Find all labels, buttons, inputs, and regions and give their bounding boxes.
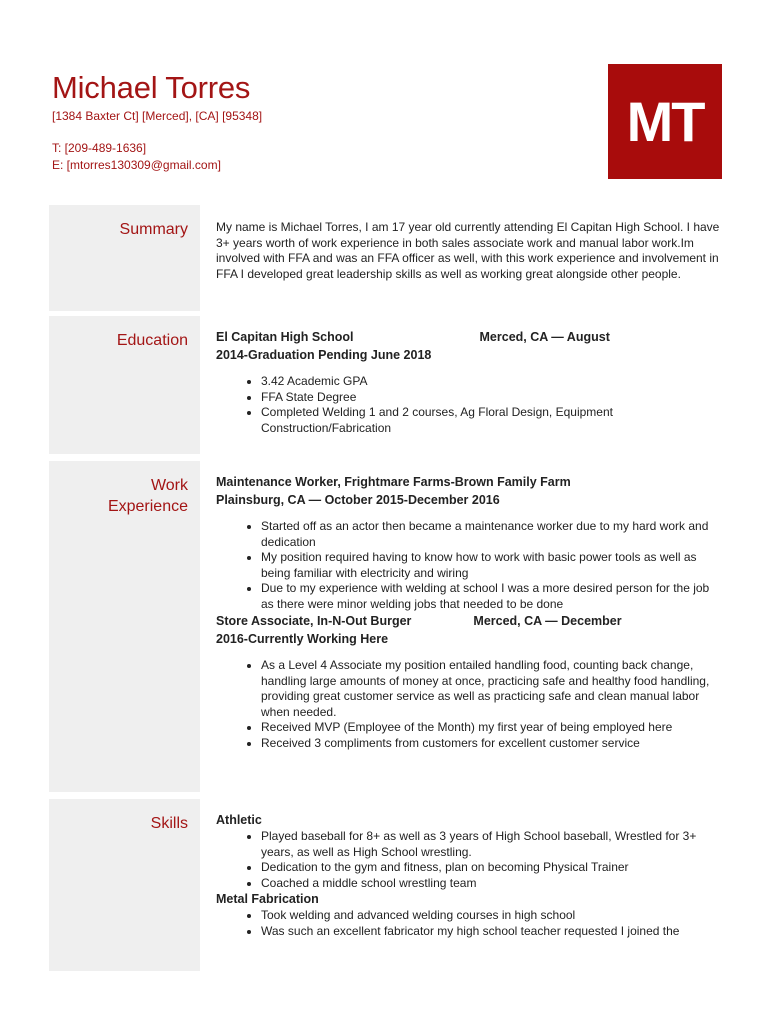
list-item: • Took welding and advanced welding courses in high school: [261, 908, 721, 924]
education-section: [49, 316, 721, 454]
phone: T: [209-489-1636]: [52, 141, 147, 155]
list-item: • Received 3 compliments from customers for excellent customer service: [261, 736, 721, 752]
skills-content: [216, 812, 721, 939]
list-item: • As a Level 4 Associate my position entailed handling food, counting back change, handling large amounts of money at once, practicing safe and healthy food handling, providing great customer service as well as practicing safe and clean manual labor when needed.: [261, 658, 721, 720]
email: E: [mtorres130309@gmail.com]: [52, 158, 221, 172]
skills-sidebar: [49, 799, 200, 971]
experience-sidebar: [49, 461, 200, 792]
education-bullets: [216, 374, 721, 436]
education-school-line: [216, 328, 721, 346]
list-item: • Due to my experience with welding at school I was a more desired person for the job as there were minor welding jobs that needed to be done: [261, 581, 721, 612]
job-title-line: [216, 612, 721, 630]
skill-bullets: [216, 908, 721, 939]
job-title: Store Associate, In-N-Out Burger: [216, 614, 412, 628]
job-location: Plainsburg, CA — October 2015-December 2016: [216, 493, 500, 507]
experience-heading: [108, 475, 188, 517]
job-bullets: [216, 519, 721, 612]
education-sidebar: [49, 316, 200, 454]
list-item: • 3.42 Academic GPA: [261, 374, 721, 390]
monogram-badge: MT: [608, 64, 722, 179]
experience-content: [216, 473, 721, 751]
summary-section: [49, 205, 721, 311]
skill-bullets: [216, 829, 721, 891]
skill-group-title: Athletic: [216, 813, 262, 827]
summary-heading: Summary: [119, 221, 188, 238]
summary-sidebar: [49, 205, 200, 311]
school-name: El Capitan High School: [216, 330, 354, 344]
education-heading: Education: [116, 332, 188, 349]
list-item: • Dedication to the gym and fitness, plan on becoming Physical Trainer: [261, 860, 721, 876]
list-item: • Started off as an actor then became a maintenance worker due to my hard work and dedication: [261, 519, 721, 550]
list-item: • Was such an excellent fabricator my high school teacher requested I joined the: [261, 924, 721, 940]
skills-section: [49, 799, 721, 971]
job-bullets: [216, 658, 721, 751]
skill-group-title: Metal Fabrication: [216, 892, 319, 906]
school-location: Merced, CA — August: [479, 330, 610, 344]
list-item: • Coached a middle school wrestling team: [261, 876, 721, 892]
experience-section: [49, 461, 721, 792]
job-dates: 2016-Currently Working Here: [216, 632, 389, 646]
address: [1384 Baxter Ct] [Merced], [CA] [95348]: [52, 109, 263, 123]
list-item: • FFA State Degree: [261, 390, 721, 406]
summary-text: My name is Michael Torres, I am 17 year old currently attending El Capitan High School. I have 3+ years worth of work experience in both sales associate work and manual labor work.Im involved with FFA and was an FFA officer as well, with this work experience and involvement in FFA I developed great leadership skills as well as working great alongside other people.: [216, 220, 720, 281]
list-item: • Received MVP (Employee of the Month) my first year of being employed here: [261, 720, 721, 736]
education-content: [216, 328, 721, 436]
experience-heading-line1: Work: [150, 477, 188, 494]
experience-heading-line2: Experience: [107, 498, 188, 515]
education-dates: 2014-Graduation Pending June 2018: [216, 348, 432, 362]
list-item: • Completed Welding 1 and 2 courses, Ag Floral Design, Equipment Construction/Fabrication: [261, 405, 721, 436]
candidate-name: Michael Torres: [52, 70, 251, 105]
skills-heading: Skills: [150, 815, 188, 832]
job-title: Maintenance Worker, Frightmare Farms-Brown Family Farm: [216, 475, 571, 489]
job-location: Merced, CA — December: [473, 614, 622, 628]
list-item: • Played baseball for 8+ as well as 3 years of High School baseball, Wrestled for 3+ years, as well as High School wrestling.: [261, 829, 721, 860]
list-item: • My position required having to know how to work with basic power tools as well as being familiar with electricity and wiring: [261, 550, 721, 581]
summary-content: [216, 220, 721, 282]
